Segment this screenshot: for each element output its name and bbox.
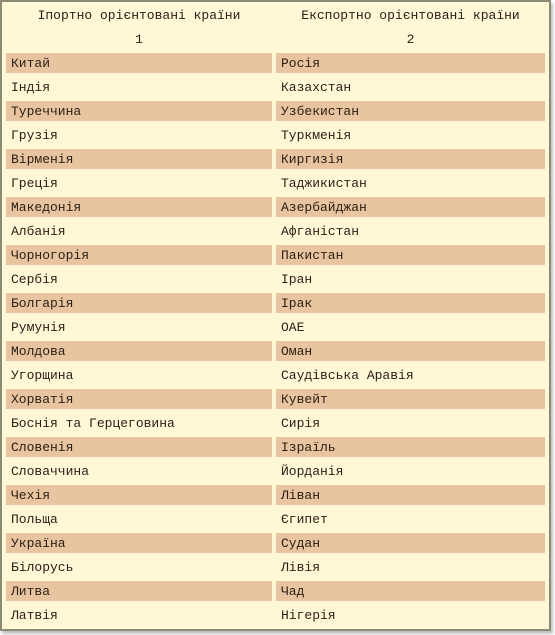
export-country-cell: Узбекистан [276,101,545,121]
table-row [6,269,545,289]
table-row [6,101,545,121]
import-country-cell: Чехія [6,485,272,505]
export-country-cell: Киргизія [276,149,545,169]
table-row [6,245,545,265]
table-row [6,605,545,625]
import-country-cell: Молдова [6,341,272,361]
export-country-cell: Туркменія [276,125,545,145]
export-country-cell: Ліван [276,485,545,505]
countries-table [2,1,549,629]
export-country-cell: Іран [276,269,545,289]
export-country-cell: Таджикистан [276,173,545,193]
export-country-cell: Пакистан [276,245,545,265]
export-country-cell: Судан [276,533,545,553]
table-row [6,413,545,433]
header-import-oriented: Іпортно орієнтовані країни [6,5,272,25]
header-export-oriented: Експортно орієнтовані країни [276,5,545,25]
import-country-cell: Латвія [6,605,272,625]
table-row [6,125,545,145]
export-country-cell: Оман [276,341,545,361]
table-row [6,293,545,313]
export-country-cell: Нігерія [276,605,545,625]
export-country-cell: Сирія [276,413,545,433]
table-row [6,53,545,73]
export-country-cell: Кувейт [276,389,545,409]
import-country-cell: Китай [6,53,272,73]
import-country-cell: Чорногорія [6,245,272,265]
export-country-cell: Росія [276,53,545,73]
import-country-cell: Боснія та Герцеговина [6,413,272,433]
table-row [6,341,545,361]
import-country-cell: Литва [6,581,272,601]
table-row [6,437,545,457]
export-country-cell: Чад [276,581,545,601]
import-country-cell: Албанія [6,221,272,241]
table-row [6,197,545,217]
export-country-cell: Ізраїль [276,437,545,457]
export-country-cell: Казахстан [276,77,545,97]
import-country-cell: Болгарія [6,293,272,313]
table-row [6,365,545,385]
import-country-cell: Угорщина [6,365,272,385]
export-country-cell: Азербайджан [276,197,545,217]
table-row [6,557,545,577]
import-country-cell: Туреччина [6,101,272,121]
column-number-row [6,29,545,49]
import-country-cell: Україна [6,533,272,553]
table-row [6,581,545,601]
import-country-cell: Білорусь [6,557,272,577]
import-country-cell: Словенія [6,437,272,457]
import-country-cell: Польща [6,509,272,529]
export-country-cell: Афганістан [276,221,545,241]
export-country-cell: Єгипет [276,509,545,529]
import-country-cell: Сербія [6,269,272,289]
table-row [6,533,545,553]
import-country-cell: Греція [6,173,272,193]
import-country-cell: Румунія [6,317,272,337]
import-country-cell: Грузія [6,125,272,145]
table-row [6,509,545,529]
export-country-cell: Йорданія [276,461,545,481]
import-country-cell: Хорватія [6,389,272,409]
table-row [6,221,545,241]
import-country-cell: Словаччина [6,461,272,481]
header-row [6,5,545,25]
export-country-cell: ОАЕ [276,317,545,337]
export-country-cell: Лівія [276,557,545,577]
table-row [6,149,545,169]
import-country-cell: Індія [6,77,272,97]
import-country-cell: Македонія [6,197,272,217]
table-row [6,317,545,337]
table-row [6,485,545,505]
export-country-cell: Ірак [276,293,545,313]
table-row [6,389,545,409]
column-number-1: 1 [6,29,272,49]
table-row [6,77,545,97]
table-row [6,173,545,193]
export-country-cell: Саудівська Аравія [276,365,545,385]
column-number-2: 2 [276,29,545,49]
table-body [6,29,545,625]
import-country-cell: Вірменія [6,149,272,169]
table-row [6,461,545,481]
